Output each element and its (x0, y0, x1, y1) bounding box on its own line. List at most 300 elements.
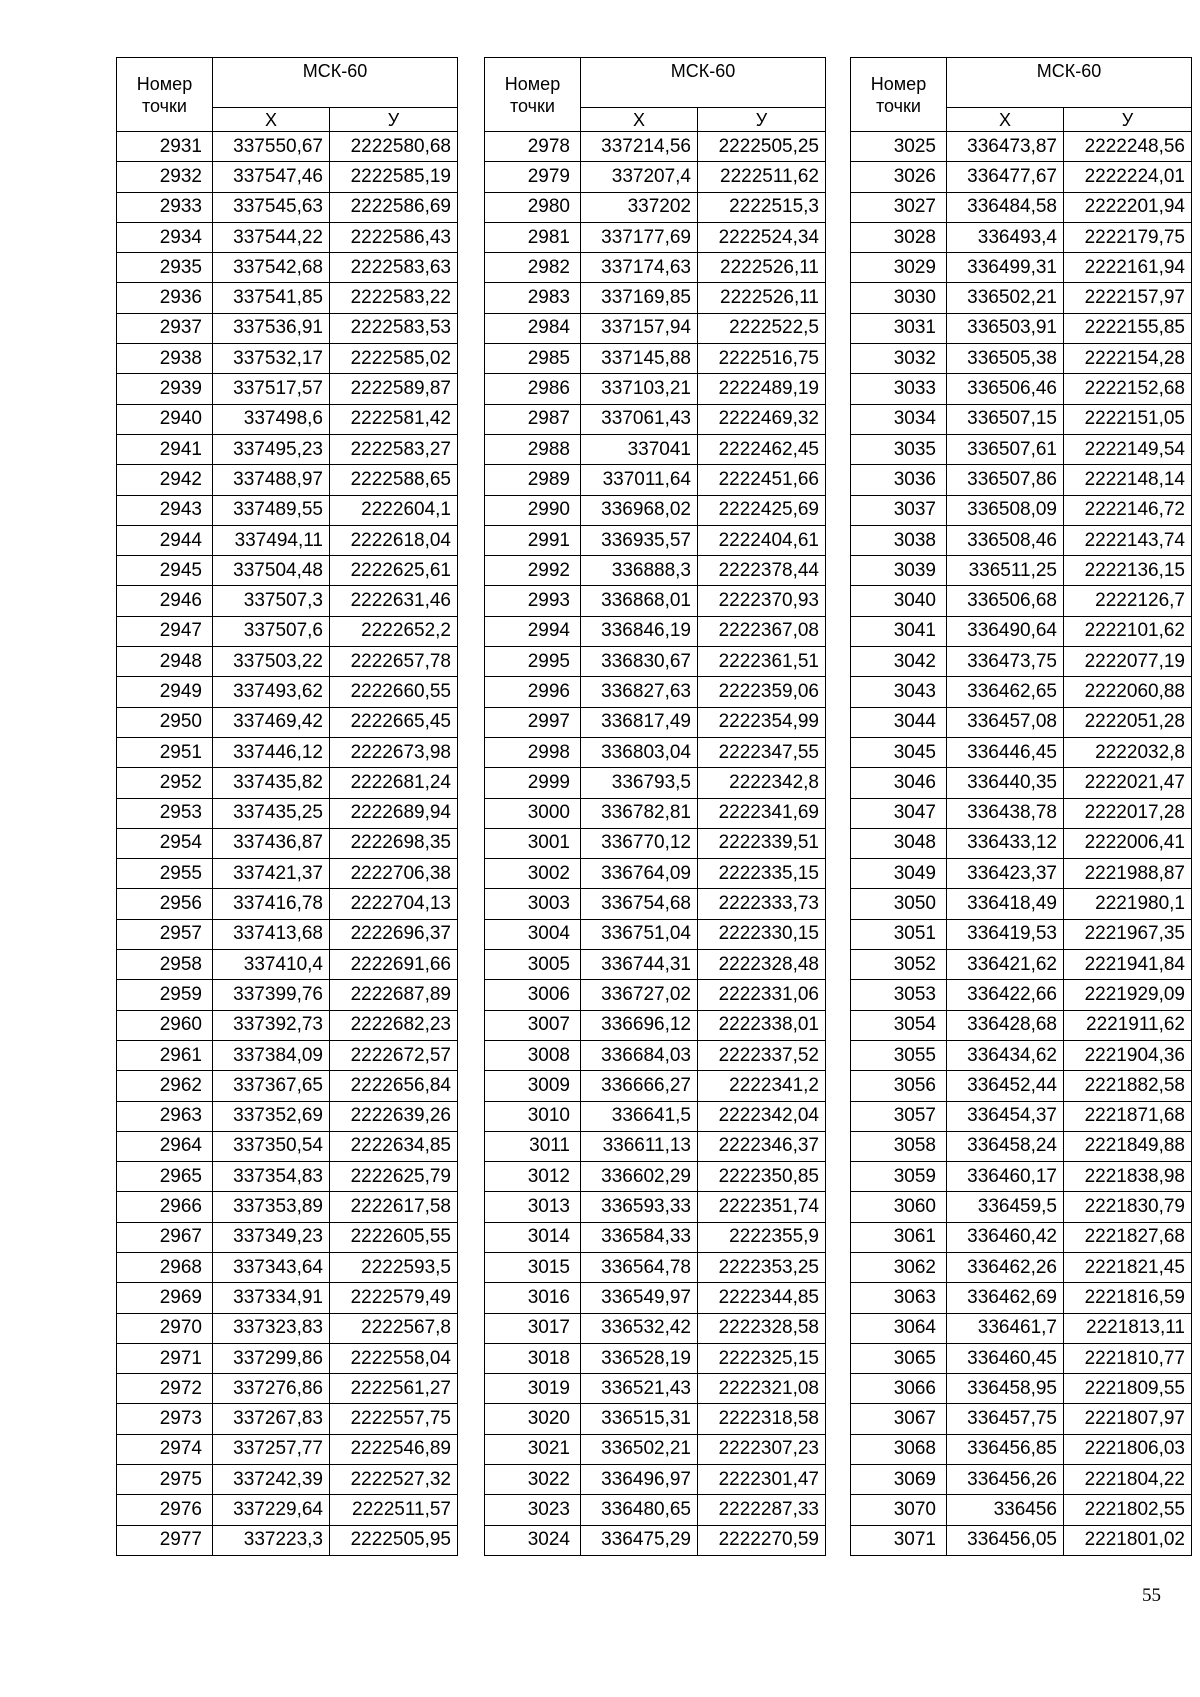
y-coordinate-cell: 2222527,32 (330, 1465, 458, 1495)
point-number-cell: 3014 (485, 1222, 581, 1252)
point-number-cell: 2968 (117, 1252, 213, 1282)
x-coordinate-cell: 337550,67 (213, 132, 330, 162)
table-body (117, 132, 458, 1556)
y-coordinate-cell: 2222583,53 (330, 313, 458, 343)
x-coordinate-cell: 336507,61 (947, 434, 1064, 464)
y-coordinate-cell: 2222579,49 (330, 1283, 458, 1313)
x-coordinate-cell: 337517,57 (213, 374, 330, 404)
y-coordinate-cell: 2222335,15 (698, 859, 826, 889)
point-number-cell: 3041 (851, 616, 947, 646)
y-coordinate-cell: 2222021,47 (1064, 768, 1192, 798)
table-row (117, 1192, 458, 1222)
x-coordinate-cell: 337257,77 (213, 1434, 330, 1464)
x-coordinate-cell: 336461,7 (947, 1313, 1064, 1343)
point-number-cell: 3028 (851, 222, 947, 252)
y-coordinate-cell: 2222691,66 (330, 950, 458, 980)
x-coordinate-cell: 337354,83 (213, 1162, 330, 1192)
table-row (851, 1040, 1192, 1070)
x-coordinate-cell: 336803,04 (581, 737, 698, 767)
table-row (851, 889, 1192, 919)
table-row (851, 1162, 1192, 1192)
point-number-cell: 3063 (851, 1283, 947, 1313)
x-coordinate-cell: 336493,4 (947, 222, 1064, 252)
y-coordinate-cell: 2222665,45 (330, 707, 458, 737)
table-row (117, 798, 458, 828)
x-coordinate-cell: 336830,67 (581, 647, 698, 677)
point-number-cell: 3052 (851, 950, 947, 980)
x-coordinate-cell: 336770,12 (581, 828, 698, 858)
x-coordinate-cell: 337493,62 (213, 677, 330, 707)
y-coordinate-cell: 2221838,98 (1064, 1162, 1192, 1192)
y-coordinate-cell: 2222681,24 (330, 768, 458, 798)
x-coordinate-cell: 336421,62 (947, 950, 1064, 980)
x-coordinate-cell: 336764,09 (581, 859, 698, 889)
point-number-cell: 3010 (485, 1101, 581, 1131)
table-row (485, 828, 826, 858)
point-number-cell: 2937 (117, 313, 213, 343)
x-coordinate-cell: 336456 (947, 1495, 1064, 1525)
y-coordinate-cell: 2222546,89 (330, 1434, 458, 1464)
y-coordinate-cell: 2221988,87 (1064, 859, 1192, 889)
table-row (117, 344, 458, 374)
y-coordinate-cell: 2222639,26 (330, 1101, 458, 1131)
y-coordinate-cell: 2222588,65 (330, 465, 458, 495)
x-coordinate-cell: 336751,04 (581, 919, 698, 949)
x-coordinate-cell: 337435,25 (213, 798, 330, 828)
y-coordinate-cell: 2222331,06 (698, 980, 826, 1010)
table-row (851, 919, 1192, 949)
page-number: 55 (1142, 1585, 1161, 1606)
table-row (117, 1252, 458, 1282)
point-number-cell: 2936 (117, 283, 213, 313)
y-coordinate-cell: 2222706,38 (330, 859, 458, 889)
x-coordinate-cell: 337343,64 (213, 1252, 330, 1282)
table-row (117, 889, 458, 919)
table-row (851, 404, 1192, 434)
table-row (851, 374, 1192, 404)
y-coordinate-cell: 2221809,55 (1064, 1374, 1192, 1404)
point-number-cell: 3054 (851, 1010, 947, 1040)
y-coordinate-cell: 2222361,51 (698, 647, 826, 677)
point-number-cell: 3000 (485, 798, 581, 828)
x-coordinate-cell: 336502,21 (581, 1434, 698, 1464)
y-coordinate-cell: 2222581,42 (330, 404, 458, 434)
y-coordinate-cell: 2222354,99 (698, 707, 826, 737)
x-coordinate-cell: 337494,11 (213, 525, 330, 555)
table-row (117, 1404, 458, 1434)
y-coordinate-cell: 2222634,85 (330, 1131, 458, 1161)
table-row (851, 1071, 1192, 1101)
table-row (117, 132, 458, 162)
x-coordinate-cell: 336502,21 (947, 283, 1064, 313)
coordinate-system-header: МСК-60 (947, 58, 1192, 108)
x-coordinate-cell: 336846,19 (581, 616, 698, 646)
point-number-cell: 3050 (851, 889, 947, 919)
point-number-cell: 2964 (117, 1131, 213, 1161)
x-coordinate-cell: 336684,03 (581, 1040, 698, 1070)
x-coordinate-cell: 337061,43 (581, 404, 698, 434)
y-coordinate-cell: 2221802,55 (1064, 1495, 1192, 1525)
point-number-cell: 2955 (117, 859, 213, 889)
x-coordinate-cell: 336641,5 (581, 1101, 698, 1131)
point-number-cell: 3062 (851, 1252, 947, 1282)
table-row (485, 768, 826, 798)
table-row (117, 707, 458, 737)
table-row (485, 798, 826, 828)
point-number-cell: 3003 (485, 889, 581, 919)
y-coordinate-cell: 2222307,23 (698, 1434, 826, 1464)
table-row (485, 192, 826, 222)
table-row (851, 768, 1192, 798)
x-coordinate-cell: 337488,97 (213, 465, 330, 495)
point-number-cell: 3071 (851, 1525, 947, 1555)
y-coordinate-cell: 2222355,9 (698, 1222, 826, 1252)
point-number-cell: 3030 (851, 283, 947, 313)
point-number-cell: 2984 (485, 313, 581, 343)
point-number-cell: 3021 (485, 1434, 581, 1464)
point-number-cell: 2982 (485, 253, 581, 283)
table-row (485, 253, 826, 283)
table-row (851, 1101, 1192, 1131)
x-coordinate-cell: 337507,6 (213, 616, 330, 646)
point-number-cell: 3056 (851, 1071, 947, 1101)
y-coordinate-cell: 2222505,95 (330, 1525, 458, 1555)
x-coordinate-cell: 336473,75 (947, 647, 1064, 677)
point-number-cell: 2959 (117, 980, 213, 1010)
x-coordinate-cell: 337229,64 (213, 1495, 330, 1525)
x-coordinate-cell: 337349,23 (213, 1222, 330, 1252)
x-coordinate-cell: 337202 (581, 192, 698, 222)
table-row (485, 1010, 826, 1040)
x-coordinate-cell: 336462,26 (947, 1252, 1064, 1282)
point-number-cell: 2965 (117, 1162, 213, 1192)
x-coordinate-cell: 337507,3 (213, 586, 330, 616)
x-coordinate-cell: 337413,68 (213, 919, 330, 949)
table-row (851, 1252, 1192, 1282)
x-coordinate-cell: 336868,01 (581, 586, 698, 616)
y-coordinate-cell: 2221806,03 (1064, 1434, 1192, 1464)
point-number-cell: 2947 (117, 616, 213, 646)
table-row (117, 1131, 458, 1161)
y-coordinate-cell: 2222060,88 (1064, 677, 1192, 707)
y-column-header: У (1064, 108, 1192, 132)
point-number-cell: 3042 (851, 647, 947, 677)
y-coordinate-cell: 2222673,98 (330, 737, 458, 767)
x-coordinate-cell: 337392,73 (213, 1010, 330, 1040)
table-row (117, 495, 458, 525)
point-number-cell: 2950 (117, 707, 213, 737)
y-coordinate-cell: 2222342,04 (698, 1101, 826, 1131)
table-row (485, 919, 826, 949)
point-number-header: Номер точки (485, 58, 581, 132)
x-coordinate-cell: 337498,6 (213, 404, 330, 434)
point-number-cell: 3032 (851, 344, 947, 374)
x-coordinate-cell: 336793,5 (581, 768, 698, 798)
table-row (485, 737, 826, 767)
point-number-cell: 3040 (851, 586, 947, 616)
table-row (485, 1313, 826, 1343)
point-number-cell: 3025 (851, 132, 947, 162)
x-column-header: Х (213, 108, 330, 132)
table-row (485, 1404, 826, 1434)
table-row (117, 525, 458, 555)
y-coordinate-cell: 2222378,44 (698, 556, 826, 586)
point-number-cell: 3068 (851, 1434, 947, 1464)
table-row (851, 950, 1192, 980)
table-row (485, 859, 826, 889)
point-number-cell: 3023 (485, 1495, 581, 1525)
y-coordinate-cell: 2222342,8 (698, 768, 826, 798)
y-coordinate-cell: 2222516,75 (698, 344, 826, 374)
point-number-cell: 3067 (851, 1404, 947, 1434)
table-row (485, 1283, 826, 1313)
x-coordinate-cell: 337435,82 (213, 768, 330, 798)
table-row (117, 222, 458, 252)
x-coordinate-cell: 337223,3 (213, 1525, 330, 1555)
table-row (851, 1283, 1192, 1313)
y-coordinate-cell: 2222583,63 (330, 253, 458, 283)
table-row (485, 586, 826, 616)
y-coordinate-cell: 2222330,15 (698, 919, 826, 949)
table-row (117, 1010, 458, 1040)
table-row (485, 1374, 826, 1404)
x-coordinate-cell: 336456,26 (947, 1465, 1064, 1495)
y-coordinate-cell: 2222462,45 (698, 434, 826, 464)
x-coordinate-cell: 337103,21 (581, 374, 698, 404)
y-coordinate-cell: 2222149,54 (1064, 434, 1192, 464)
point-number-cell: 2990 (485, 495, 581, 525)
y-coordinate-cell: 2222585,02 (330, 344, 458, 374)
table-row (117, 1343, 458, 1373)
point-number-cell: 2931 (117, 132, 213, 162)
x-coordinate-cell: 336462,65 (947, 677, 1064, 707)
y-coordinate-cell: 2221801,02 (1064, 1525, 1192, 1555)
y-coordinate-cell: 2222625,61 (330, 556, 458, 586)
table-row (851, 1495, 1192, 1525)
table-body (485, 132, 826, 1556)
x-coordinate-cell: 336428,68 (947, 1010, 1064, 1040)
point-number-cell: 2952 (117, 768, 213, 798)
table-row (851, 647, 1192, 677)
table-row (117, 980, 458, 1010)
point-number-cell: 2979 (485, 162, 581, 192)
x-coordinate-cell: 336888,3 (581, 556, 698, 586)
table-row (485, 525, 826, 555)
point-number-cell: 3065 (851, 1343, 947, 1373)
y-coordinate-cell: 2222353,25 (698, 1252, 826, 1282)
table-row (851, 192, 1192, 222)
y-coordinate-cell: 2222179,75 (1064, 222, 1192, 252)
y-coordinate-cell: 2222617,58 (330, 1192, 458, 1222)
x-coordinate-cell: 336593,33 (581, 1192, 698, 1222)
y-coordinate-cell: 2222126,7 (1064, 586, 1192, 616)
table-row (485, 1465, 826, 1495)
table-row (117, 586, 458, 616)
point-number-cell: 3053 (851, 980, 947, 1010)
x-coordinate-cell: 337384,09 (213, 1040, 330, 1070)
y-coordinate-cell: 2222154,28 (1064, 344, 1192, 374)
x-coordinate-cell: 336475,29 (581, 1525, 698, 1555)
point-number-cell: 3035 (851, 434, 947, 464)
y-coordinate-cell: 2222151,05 (1064, 404, 1192, 434)
table-row (851, 465, 1192, 495)
point-number-cell: 2958 (117, 950, 213, 980)
x-coordinate-cell: 336782,81 (581, 798, 698, 828)
table-row (117, 1040, 458, 1070)
y-coordinate-cell: 2222522,5 (698, 313, 826, 343)
y-coordinate-cell: 2221929,09 (1064, 980, 1192, 1010)
point-number-cell: 2967 (117, 1222, 213, 1252)
table-row (485, 162, 826, 192)
x-coordinate-cell: 336454,37 (947, 1101, 1064, 1131)
point-number-cell: 2943 (117, 495, 213, 525)
point-number-cell: 3017 (485, 1313, 581, 1343)
table-row (485, 1071, 826, 1101)
table-row (117, 1434, 458, 1464)
y-coordinate-cell: 2222687,89 (330, 980, 458, 1010)
point-number-cell: 2971 (117, 1343, 213, 1373)
y-coordinate-cell: 2222524,34 (698, 222, 826, 252)
table-row (117, 465, 458, 495)
y-coordinate-cell: 2222248,56 (1064, 132, 1192, 162)
table-row (851, 344, 1192, 374)
x-coordinate-cell: 336549,97 (581, 1283, 698, 1313)
x-coordinate-cell: 336505,38 (947, 344, 1064, 374)
table-row (851, 707, 1192, 737)
table-row (485, 950, 826, 980)
table-row (851, 162, 1192, 192)
point-number-cell: 3049 (851, 859, 947, 889)
y-coordinate-cell: 2222157,97 (1064, 283, 1192, 313)
y-coordinate-cell: 2222625,79 (330, 1162, 458, 1192)
point-number-cell: 3024 (485, 1525, 581, 1555)
point-number-cell: 2987 (485, 404, 581, 434)
y-coordinate-cell: 2222511,62 (698, 162, 826, 192)
table-row (117, 162, 458, 192)
x-coordinate-cell: 336968,02 (581, 495, 698, 525)
point-number-cell: 3020 (485, 1404, 581, 1434)
x-coordinate-cell: 336511,25 (947, 556, 1064, 586)
x-coordinate-cell: 337350,54 (213, 1131, 330, 1161)
y-coordinate-cell: 2221904,36 (1064, 1040, 1192, 1070)
point-number-cell: 2993 (485, 586, 581, 616)
y-coordinate-cell: 2222696,37 (330, 919, 458, 949)
point-number-cell: 2970 (117, 1313, 213, 1343)
x-coordinate-cell: 336754,68 (581, 889, 698, 919)
table-row (117, 919, 458, 949)
point-number-cell: 2978 (485, 132, 581, 162)
x-coordinate-cell: 337174,63 (581, 253, 698, 283)
table-row (117, 1465, 458, 1495)
y-coordinate-cell: 2222325,15 (698, 1343, 826, 1373)
table-row (485, 707, 826, 737)
table-row (117, 616, 458, 646)
point-number-cell: 2983 (485, 283, 581, 313)
point-number-cell: 2975 (117, 1465, 213, 1495)
y-coordinate-cell: 2222136,15 (1064, 556, 1192, 586)
y-coordinate-cell: 2222505,25 (698, 132, 826, 162)
point-number-cell: 3016 (485, 1283, 581, 1313)
x-coordinate-cell: 337041 (581, 434, 698, 464)
table-row (851, 616, 1192, 646)
point-number-cell: 3066 (851, 1374, 947, 1404)
y-coordinate-cell: 2222652,2 (330, 616, 458, 646)
y-coordinate-cell: 2222367,08 (698, 616, 826, 646)
point-number-cell: 3055 (851, 1040, 947, 1070)
y-coordinate-cell: 2222201,94 (1064, 192, 1192, 222)
table-row (485, 1525, 826, 1555)
point-number-cell: 2935 (117, 253, 213, 283)
y-coordinate-cell: 2222451,66 (698, 465, 826, 495)
point-number-cell: 2945 (117, 556, 213, 586)
table-row (117, 1162, 458, 1192)
point-number-cell: 2951 (117, 737, 213, 767)
point-number-cell: 3061 (851, 1222, 947, 1252)
table-row (485, 1434, 826, 1464)
x-coordinate-cell: 337416,78 (213, 889, 330, 919)
x-coordinate-cell: 337503,22 (213, 647, 330, 677)
x-coordinate-cell: 336506,46 (947, 374, 1064, 404)
y-coordinate-cell: 2222526,11 (698, 253, 826, 283)
x-coordinate-cell: 337541,85 (213, 283, 330, 313)
y-coordinate-cell: 2222593,5 (330, 1252, 458, 1282)
y-coordinate-cell: 2222657,78 (330, 647, 458, 677)
y-coordinate-cell: 2222224,01 (1064, 162, 1192, 192)
x-coordinate-cell: 336666,27 (581, 1071, 698, 1101)
x-coordinate-cell: 336460,42 (947, 1222, 1064, 1252)
y-coordinate-cell: 2222101,62 (1064, 616, 1192, 646)
y-coordinate-cell: 2221967,35 (1064, 919, 1192, 949)
x-coordinate-cell: 337446,12 (213, 737, 330, 767)
x-coordinate-cell: 336459,5 (947, 1192, 1064, 1222)
point-number-cell: 3031 (851, 313, 947, 343)
point-number-cell: 2988 (485, 434, 581, 464)
table-row (851, 525, 1192, 555)
y-coordinate-cell: 2222656,84 (330, 1071, 458, 1101)
table-row (117, 556, 458, 586)
table-row (485, 434, 826, 464)
y-coordinate-cell: 2222032,8 (1064, 737, 1192, 767)
table-row (851, 495, 1192, 525)
table-row (851, 980, 1192, 1010)
table-row (851, 798, 1192, 828)
y-coordinate-cell: 2222672,57 (330, 1040, 458, 1070)
x-coordinate-cell: 337299,86 (213, 1343, 330, 1373)
table-row (485, 1252, 826, 1282)
point-number-cell: 2994 (485, 616, 581, 646)
x-coordinate-cell: 336456,85 (947, 1434, 1064, 1464)
x-coordinate-cell: 336422,66 (947, 980, 1064, 1010)
point-number-cell: 3070 (851, 1495, 947, 1525)
y-coordinate-cell: 2222351,74 (698, 1192, 826, 1222)
x-coordinate-cell: 336456,05 (947, 1525, 1064, 1555)
y-coordinate-cell: 2222152,68 (1064, 374, 1192, 404)
table-row (485, 1343, 826, 1373)
table-row (485, 313, 826, 343)
x-coordinate-cell: 337207,4 (581, 162, 698, 192)
x-coordinate-cell: 337399,76 (213, 980, 330, 1010)
table-row (117, 828, 458, 858)
table-row (117, 647, 458, 677)
x-coordinate-cell: 336418,49 (947, 889, 1064, 919)
point-number-cell: 3001 (485, 828, 581, 858)
table-row (485, 980, 826, 1010)
x-coordinate-cell: 336433,12 (947, 828, 1064, 858)
x-coordinate-cell: 336528,19 (581, 1343, 698, 1373)
point-number-cell: 3047 (851, 798, 947, 828)
table-row (851, 434, 1192, 464)
x-coordinate-cell: 336727,02 (581, 980, 698, 1010)
